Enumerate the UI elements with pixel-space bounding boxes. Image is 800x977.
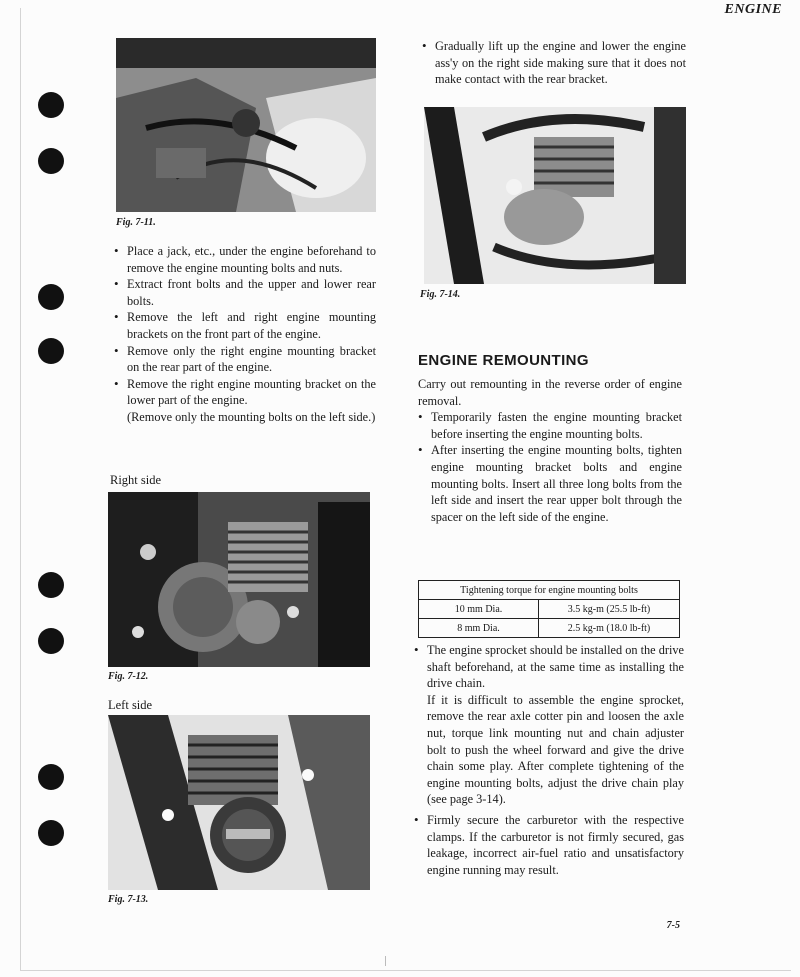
photo-fig-7-14 bbox=[424, 107, 686, 284]
remounting-step: • Temporarily fasten the engine mounting bracket before inserting the engine mounting bolts. bbox=[418, 409, 682, 442]
binder-hole bbox=[38, 764, 64, 790]
after-table-instructions bbox=[414, 642, 684, 878]
photo-fig-7-12 bbox=[108, 492, 370, 667]
instruction-item: • Firmly secure the carburetor with the respective clamps. If the carburetor is not firmly secured, gas leakage, incorrect air-fuel ratio and unsatisfactory engine running may result. bbox=[414, 812, 684, 878]
binder-hole bbox=[38, 572, 64, 598]
page-number: 7-5 bbox=[666, 920, 680, 931]
remounting-step: • After inserting the engine mounting bolts, tighten engine mounting bracket bolts and engine mounting bolts. Insert all three long bolts from the left side and insert the rear upper bolt through the spacer on the left side of the engine. bbox=[418, 442, 682, 525]
binder-hole bbox=[38, 148, 64, 174]
right-side-label: Right side bbox=[110, 473, 162, 487]
torque-size: 8 mm Dia. bbox=[419, 619, 539, 638]
figure-caption-7-14: Fig. 7-14. bbox=[420, 289, 461, 300]
torque-value: 3.5 kg-m (25.5 lb-ft) bbox=[539, 600, 680, 619]
torque-table bbox=[418, 580, 680, 638]
instruction-item: • Extract front bolts and the upper and lower rear bolts. bbox=[114, 276, 376, 309]
torque-size: 10 mm Dia. bbox=[419, 600, 539, 619]
table-row bbox=[419, 619, 680, 638]
photo-fig-7-11 bbox=[116, 38, 376, 212]
remounting-body bbox=[418, 376, 682, 525]
figure-caption-7-11: Fig. 7-11. bbox=[116, 217, 156, 228]
left-instructions bbox=[114, 243, 376, 426]
section-header: ENGINE bbox=[724, 2, 782, 17]
torque-value: 2.5 kg-m (18.0 lb-ft) bbox=[539, 619, 680, 638]
binder-hole bbox=[38, 628, 64, 654]
section-title-engine-remounting: ENGINE REMOUNTING bbox=[418, 352, 589, 369]
figure-caption-7-12: Fig. 7-12. bbox=[108, 671, 149, 682]
table-row bbox=[419, 600, 680, 619]
instruction-item: • Gradually lift up the engine and lower the engine ass'y on the right side making sure that it does not make contact with the rear bracket. bbox=[422, 38, 686, 88]
instruction-item: • The engine sprocket should be installed on the drive shaft beforehand, at the same time as installing the drive chain. bbox=[414, 642, 684, 692]
instruction-item: • Remove only the right engine mounting bracket on the rear part of the engine. bbox=[114, 343, 376, 376]
binder-hole bbox=[38, 92, 64, 118]
instruction-item: • Remove the left and right engine mounting brackets on the front part of the engine. bbox=[114, 309, 376, 342]
photo-fig-7-13 bbox=[108, 715, 370, 890]
left-side-label: Left side bbox=[108, 698, 153, 712]
torque-table-header: Tightening torque for engine mounting bolts bbox=[419, 581, 680, 600]
instruction-item: • Place a jack, etc., under the engine beforehand to remove the engine mounting bolts and nuts. bbox=[114, 243, 376, 276]
instruction-note: If it is difficult to assemble the engine sprocket, remove the rear axle cotter pin and loosen the axle nut, torque link mounting nut and chain adjuster bolt to push the wheel forward and give the drive chain some play. After complete tightening of the engine mounting bolts, adjust the drive chain play (see page 3-14). bbox=[427, 692, 684, 807]
page-center-mark bbox=[385, 956, 386, 966]
right-top-instruction bbox=[422, 38, 686, 88]
binder-hole bbox=[38, 284, 64, 310]
remounting-intro: Carry out remounting in the reverse order of engine removal. bbox=[418, 377, 682, 408]
figure-caption-7-13: Fig. 7-13. bbox=[108, 894, 149, 905]
instruction-item: • Remove the right engine mounting bracket on the lower part of the engine. bbox=[114, 376, 376, 409]
binder-hole bbox=[38, 820, 64, 846]
binder-hole bbox=[38, 338, 64, 364]
instruction-note: (Remove only the mounting bolts on the left side.) bbox=[127, 409, 376, 424]
